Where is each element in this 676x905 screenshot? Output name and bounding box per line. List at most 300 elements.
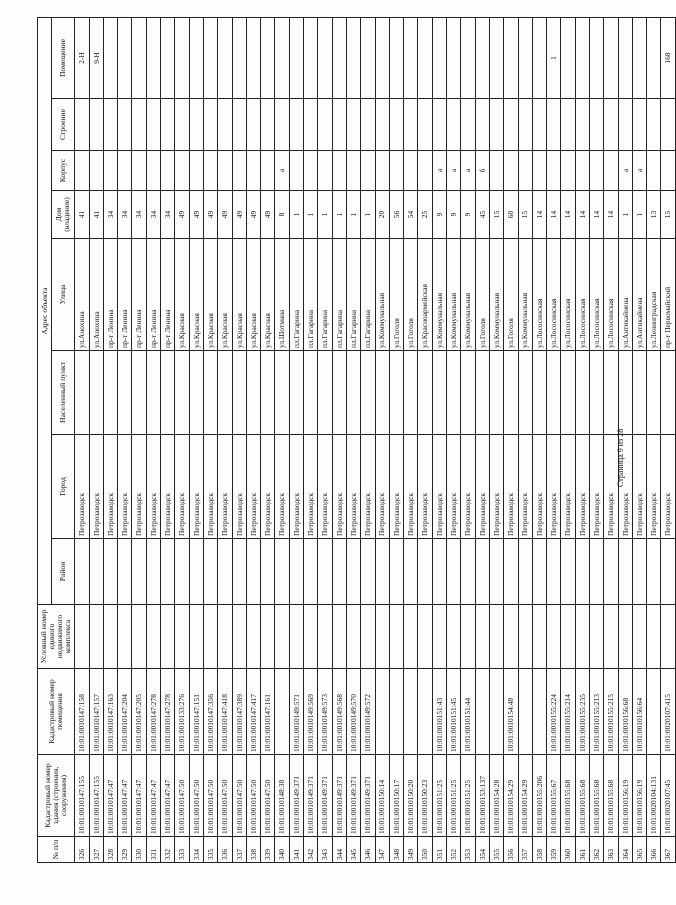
cell-building-cadastral: 10:01:0010149:371 xyxy=(318,755,332,837)
header-korpus: Корпус xyxy=(52,151,75,191)
cell-district xyxy=(604,539,618,605)
cell-house: 49 xyxy=(189,191,203,239)
table-row xyxy=(218,18,232,863)
cell-settlement xyxy=(432,351,446,435)
cell-pomeshenie xyxy=(518,18,532,99)
cell-settlement xyxy=(361,351,375,435)
property-register-table xyxy=(37,17,676,863)
cell-complex xyxy=(246,605,260,669)
table-row xyxy=(261,18,275,863)
table-row xyxy=(447,18,461,863)
table-row xyxy=(203,18,217,863)
cell-settlement xyxy=(447,351,461,435)
cell-stroenie xyxy=(146,99,160,151)
cell-complex xyxy=(532,605,546,669)
cell-num: 331 xyxy=(146,837,160,863)
cell-stroenie xyxy=(547,99,561,151)
cell-street: ул.Гоголя xyxy=(404,239,418,351)
cell-stroenie xyxy=(489,99,503,151)
cell-stroenie xyxy=(118,99,132,151)
cell-city: Петрозаводск xyxy=(89,435,103,539)
cell-settlement xyxy=(189,351,203,435)
cell-district xyxy=(304,539,318,605)
cell-street: ул.Анохина xyxy=(75,239,89,351)
cell-premise-cadastral: 10:01:0010156:68 xyxy=(618,669,632,755)
cell-street: пл.Гагарина xyxy=(361,239,375,351)
cell-settlement xyxy=(146,351,160,435)
cell-complex xyxy=(304,605,318,669)
cell-building-cadastral: 10:01:0010149:371 xyxy=(346,755,360,837)
cell-premise-cadastral: 10:01:0010155:215 xyxy=(604,669,618,755)
cell-city: Петрозаводск xyxy=(404,435,418,539)
cell-city: Петрозаводск xyxy=(418,435,432,539)
cell-city: Петрозаводск xyxy=(661,435,675,539)
cell-settlement xyxy=(318,351,332,435)
cell-korpus xyxy=(89,151,103,191)
header-city: Город xyxy=(52,435,75,539)
cell-num: 336 xyxy=(218,837,232,863)
cell-premise-cadastral: 10:01:0010147:158 xyxy=(75,669,89,755)
cell-stroenie xyxy=(418,99,432,151)
cell-korpus xyxy=(532,151,546,191)
cell-city: Петрозаводск xyxy=(604,435,618,539)
table-body xyxy=(75,18,675,863)
cell-complex xyxy=(432,605,446,669)
cell-district xyxy=(575,539,589,605)
cell-korpus xyxy=(203,151,217,191)
cell-district xyxy=(361,539,375,605)
table-row xyxy=(389,18,403,863)
table-row xyxy=(103,18,117,863)
cell-district xyxy=(346,539,360,605)
cell-house: 14 xyxy=(604,191,618,239)
cell-district xyxy=(447,539,461,605)
cell-complex xyxy=(647,605,661,669)
cell-house: 1 xyxy=(304,191,318,239)
cell-premise-cadastral: 10:01:0010149:573 xyxy=(318,669,332,755)
table-row xyxy=(532,18,546,863)
cell-building-cadastral: 10:01:0010147:50 xyxy=(261,755,275,837)
cell-stroenie xyxy=(518,99,532,151)
cell-complex xyxy=(261,605,275,669)
cell-settlement xyxy=(389,351,403,435)
cell-district xyxy=(561,539,575,605)
cell-settlement xyxy=(604,351,618,435)
cell-house: 14 xyxy=(561,191,575,239)
cell-street: ул.Красная xyxy=(218,239,232,351)
cell-num: 352 xyxy=(447,837,461,863)
cell-house: 41 xyxy=(75,191,89,239)
cell-stroenie xyxy=(561,99,575,151)
cell-stroenie xyxy=(504,99,518,151)
cell-korpus xyxy=(389,151,403,191)
header-district: Район xyxy=(52,539,75,605)
cell-pomeshenie xyxy=(575,18,589,99)
cell-district xyxy=(632,539,646,605)
cell-premise-cadastral xyxy=(375,669,389,755)
cell-city: Петрозаводск xyxy=(232,435,246,539)
cell-num: 343 xyxy=(318,837,332,863)
cell-stroenie xyxy=(304,99,318,151)
cell-num: 344 xyxy=(332,837,346,863)
cell-settlement xyxy=(218,351,232,435)
cell-premise-cadastral: 10:01:0010147:204 xyxy=(118,669,132,755)
cell-district xyxy=(189,539,203,605)
cell-complex xyxy=(561,605,575,669)
cell-district xyxy=(404,539,418,605)
cell-pomeshenie xyxy=(632,18,646,99)
cell-pomeshenie xyxy=(304,18,318,99)
cell-street: ул.Лососинская xyxy=(589,239,603,351)
cell-premise-cadastral: 10:01:0010151:45 xyxy=(447,669,461,755)
table-row xyxy=(118,18,132,863)
table-row xyxy=(518,18,532,863)
cell-num: 365 xyxy=(632,837,646,863)
cell-korpus xyxy=(561,151,575,191)
cell-pomeshenie xyxy=(447,18,461,99)
cell-pomeshenie xyxy=(261,18,275,99)
cell-building-cadastral: 10:01:0010147:155 xyxy=(89,755,103,837)
cell-city: Петрозаводск xyxy=(332,435,346,539)
cell-building-cadastral: 10:01:0010147:47 xyxy=(161,755,175,837)
cell-city: Петрозаводск xyxy=(203,435,217,539)
cell-num: 363 xyxy=(604,837,618,863)
cell-num: 334 xyxy=(189,837,203,863)
cell-district xyxy=(589,539,603,605)
cell-stroenie xyxy=(346,99,360,151)
cell-building-cadastral: 10:01:0010147:50 xyxy=(232,755,246,837)
cell-pomeshenie: 1 xyxy=(547,18,561,99)
cell-street: ул.Лососинская xyxy=(561,239,575,351)
cell-korpus: а xyxy=(447,151,461,191)
cell-house: 34 xyxy=(103,191,117,239)
cell-street: ул.Лососинская xyxy=(575,239,589,351)
cell-city: Петрозаводск xyxy=(547,435,561,539)
cell-complex xyxy=(518,605,532,669)
cell-house: 49 xyxy=(218,191,232,239)
header-settlement: Населенный пункт xyxy=(52,351,75,435)
cell-house: 15 xyxy=(518,191,532,239)
cell-pomeshenie xyxy=(161,18,175,99)
cell-korpus xyxy=(175,151,189,191)
cell-building-cadastral: 10:01:0010149:371 xyxy=(304,755,318,837)
cell-building-cadastral: 10:01:0010149:371 xyxy=(289,755,303,837)
cell-pomeshenie xyxy=(189,18,203,99)
cell-premise-cadastral: 10:01:0010147:356 xyxy=(203,669,217,755)
cell-city: Петрозаводск xyxy=(289,435,303,539)
cell-building-cadastral: 10:01:0010155:68 xyxy=(589,755,603,837)
cell-premise-cadastral: 10:01:0020107:415 xyxy=(661,669,675,755)
table-row xyxy=(404,18,418,863)
header-address: Адрес объекта xyxy=(38,18,52,605)
cell-pomeshenie xyxy=(275,18,289,99)
cell-premise-cadastral: 10:01:0010147:418 xyxy=(218,669,232,755)
cell-street: ул.Гоголя xyxy=(504,239,518,351)
cell-building-cadastral: 10:01:0010155:68 xyxy=(604,755,618,837)
cell-city: Петрозаводск xyxy=(275,435,289,539)
cell-building-cadastral: 10:01:0010147:47 xyxy=(132,755,146,837)
cell-house: 15 xyxy=(489,191,503,239)
cell-complex xyxy=(161,605,175,669)
cell-stroenie xyxy=(75,99,89,151)
cell-complex xyxy=(103,605,117,669)
cell-premise-cadastral: 10:01:0010149:569 xyxy=(304,669,318,755)
cell-korpus xyxy=(489,151,503,191)
table-row xyxy=(418,18,432,863)
cell-street: пл.Гагарина xyxy=(332,239,346,351)
cell-city: Петрозаводск xyxy=(318,435,332,539)
cell-stroenie xyxy=(361,99,375,151)
cell-house: 9 xyxy=(432,191,446,239)
cell-city: Петрозаводск xyxy=(618,435,632,539)
cell-building-cadastral: 10:01:0010151:25 xyxy=(461,755,475,837)
cell-num: 366 xyxy=(647,837,661,863)
cell-num: 367 xyxy=(661,837,675,863)
table-row xyxy=(475,18,489,863)
cell-korpus: а xyxy=(432,151,446,191)
cell-street: ул.Антикайнена xyxy=(618,239,632,351)
cell-street: ул.Шотмана xyxy=(275,239,289,351)
cell-complex xyxy=(489,605,503,669)
cell-house: 14 xyxy=(532,191,546,239)
cell-premise-cadastral: 10:01:0010147:163 xyxy=(103,669,117,755)
cell-street: пр-т Ленина xyxy=(146,239,160,351)
cell-complex xyxy=(361,605,375,669)
cell-complex xyxy=(275,605,289,669)
cell-korpus xyxy=(661,151,675,191)
cell-street: ул.Красная xyxy=(246,239,260,351)
cell-house: 41 xyxy=(89,191,103,239)
cell-city: Петрозаводск xyxy=(146,435,160,539)
cell-building-cadastral: 10:01:0010147:47 xyxy=(118,755,132,837)
cell-stroenie xyxy=(103,99,117,151)
cell-district xyxy=(418,539,432,605)
cell-street: ул.Красная xyxy=(261,239,275,351)
cell-city: Петрозаводск xyxy=(461,435,475,539)
cell-house: 1 xyxy=(361,191,375,239)
cell-complex xyxy=(132,605,146,669)
cell-korpus xyxy=(318,151,332,191)
cell-house: 45 xyxy=(475,191,489,239)
cell-settlement xyxy=(332,351,346,435)
cell-premise-cadastral: 10:01:0010149:572 xyxy=(361,669,375,755)
cell-pomeshenie xyxy=(218,18,232,99)
cell-building-cadastral: 10:01:0010147:50 xyxy=(218,755,232,837)
cell-korpus xyxy=(132,151,146,191)
cell-korpus: а xyxy=(275,151,289,191)
cell-premise-cadastral xyxy=(489,669,503,755)
header-premise: Кадастровый номер помещения xyxy=(38,669,75,755)
cell-premise-cadastral: 10:01:0010151:44 xyxy=(461,669,475,755)
table-row xyxy=(489,18,503,863)
header-building: Кадастровый номер здания (строения, сооружения) xyxy=(38,755,75,837)
cell-city: Петрозаводск xyxy=(589,435,603,539)
cell-building-cadastral: 10:01:0010147:47 xyxy=(103,755,117,837)
table-row xyxy=(161,18,175,863)
cell-num: 346 xyxy=(361,837,375,863)
cell-premise-cadastral: 10:01:0010151:43 xyxy=(432,669,446,755)
cell-num: 347 xyxy=(375,837,389,863)
cell-num: 332 xyxy=(161,837,175,863)
cell-num: 351 xyxy=(432,837,446,863)
cell-house: 1 xyxy=(632,191,646,239)
cell-house: 1 xyxy=(346,191,360,239)
cell-premise-cadastral: 10:01:0010155:235 xyxy=(575,669,589,755)
header-pomeshenie: Помещение xyxy=(52,18,75,99)
cell-complex xyxy=(504,605,518,669)
cell-house: 34 xyxy=(118,191,132,239)
cell-settlement xyxy=(475,351,489,435)
cell-building-cadastral: 10:01:0010147:155 xyxy=(75,755,89,837)
cell-street: пр-т Ленина xyxy=(132,239,146,351)
cell-district xyxy=(203,539,217,605)
cell-premise-cadastral xyxy=(389,669,403,755)
cell-house: 49 xyxy=(232,191,246,239)
table-row xyxy=(375,18,389,863)
cell-building-cadastral: 10:01:0010150:23 xyxy=(418,755,432,837)
cell-settlement xyxy=(118,351,132,435)
table-row xyxy=(89,18,103,863)
cell-street: ул.Антикайнена xyxy=(632,239,646,351)
cell-city: Петрозаводск xyxy=(375,435,389,539)
cell-korpus xyxy=(304,151,318,191)
cell-settlement xyxy=(275,351,289,435)
table-row xyxy=(346,18,360,863)
table-row xyxy=(504,18,518,863)
cell-pomeshenie xyxy=(246,18,260,99)
cell-street: ул.Красная xyxy=(203,239,217,351)
cell-complex xyxy=(661,605,675,669)
header-street: Улица xyxy=(52,239,75,351)
cell-stroenie xyxy=(132,99,146,151)
cell-building-cadastral: 10:01:0010149:371 xyxy=(361,755,375,837)
cell-pomeshenie xyxy=(103,18,117,99)
cell-premise-cadastral xyxy=(475,669,489,755)
cell-korpus: а xyxy=(632,151,646,191)
cell-complex xyxy=(547,605,561,669)
cell-building-cadastral: 10:01:0010156:19 xyxy=(618,755,632,837)
cell-num: 328 xyxy=(103,837,117,863)
cell-building-cadastral: 10:01:0010155:68 xyxy=(561,755,575,837)
cell-stroenie xyxy=(532,99,546,151)
cell-building-cadastral: 10:01:0010153:137 xyxy=(475,755,489,837)
cell-house: 25 xyxy=(418,191,432,239)
cell-city: Петрозаводск xyxy=(532,435,546,539)
cell-pomeshenie xyxy=(475,18,489,99)
table-row xyxy=(589,18,603,863)
cell-stroenie xyxy=(289,99,303,151)
cell-korpus xyxy=(604,151,618,191)
cell-district xyxy=(89,539,103,605)
cell-num: 327 xyxy=(89,837,103,863)
table-row xyxy=(246,18,260,863)
cell-city: Петрозаводск xyxy=(346,435,360,539)
cell-settlement xyxy=(547,351,561,435)
cell-street: ул.Красноармейская xyxy=(418,239,432,351)
cell-korpus xyxy=(504,151,518,191)
cell-pomeshenie: 168 xyxy=(661,18,675,99)
table-row xyxy=(461,18,475,863)
cell-korpus xyxy=(189,151,203,191)
cell-pomeshenie xyxy=(146,18,160,99)
cell-pomeshenie xyxy=(604,18,618,99)
cell-korpus xyxy=(289,151,303,191)
cell-stroenie xyxy=(246,99,260,151)
cell-district xyxy=(132,539,146,605)
cell-premise-cadastral: 10:01:0010147:417 xyxy=(246,669,260,755)
cell-num: 329 xyxy=(118,837,132,863)
cell-district xyxy=(261,539,275,605)
cell-stroenie xyxy=(389,99,403,151)
cell-num: 345 xyxy=(346,837,360,863)
cell-premise-cadastral: 10:01:0010155:213 xyxy=(589,669,603,755)
cell-street: пр-т Ленина xyxy=(118,239,132,351)
cell-district xyxy=(461,539,475,605)
cell-complex xyxy=(89,605,103,669)
cell-city: Петрозаводск xyxy=(304,435,318,539)
cell-stroenie xyxy=(203,99,217,151)
cell-district xyxy=(75,539,89,605)
cell-district xyxy=(218,539,232,605)
cell-pomeshenie xyxy=(118,18,132,99)
cell-korpus xyxy=(246,151,260,191)
cell-settlement xyxy=(504,351,518,435)
cell-num: 353 xyxy=(461,837,475,863)
cell-street: ул.Коммунальная xyxy=(432,239,446,351)
cell-district xyxy=(618,539,632,605)
cell-settlement xyxy=(103,351,117,435)
cell-settlement xyxy=(589,351,603,435)
cell-pomeshenie xyxy=(375,18,389,99)
cell-street: пл.Гагарина xyxy=(304,239,318,351)
cell-korpus xyxy=(375,151,389,191)
cell-pomeshenie: 2-Н xyxy=(75,18,89,99)
cell-num: 361 xyxy=(575,837,589,863)
cell-premise-cadastral: 10:01:0010147:157 xyxy=(89,669,103,755)
cell-street: пр-т Ленина xyxy=(103,239,117,351)
cell-district xyxy=(118,539,132,605)
cell-korpus xyxy=(118,151,132,191)
cell-pomeshenie xyxy=(489,18,503,99)
cell-house: 60 xyxy=(504,191,518,239)
cell-korpus xyxy=(232,151,246,191)
cell-city: Петрозаводск xyxy=(218,435,232,539)
cell-street: ул.Красная xyxy=(175,239,189,351)
cell-complex xyxy=(218,605,232,669)
cell-district xyxy=(475,539,489,605)
table-row xyxy=(661,18,675,863)
table-row xyxy=(432,18,446,863)
cell-building-cadastral: 10:01:0020104:131 xyxy=(647,755,661,837)
cell-premise-cadastral: 10:01:0010156:64 xyxy=(632,669,646,755)
cell-street: пл.Гагарина xyxy=(346,239,360,351)
cell-building-cadastral: 10:01:0010155:67 xyxy=(547,755,561,837)
cell-street: ул.Коммунальная xyxy=(518,239,532,351)
table-row xyxy=(132,18,146,863)
header-house: Дом (владение) xyxy=(52,191,75,239)
cell-pomeshenie xyxy=(504,18,518,99)
cell-building-cadastral: 10:01:0010150:17 xyxy=(389,755,403,837)
cell-complex xyxy=(203,605,217,669)
cell-korpus xyxy=(103,151,117,191)
cell-settlement xyxy=(346,351,360,435)
cell-complex xyxy=(418,605,432,669)
cell-stroenie xyxy=(375,99,389,151)
cell-house: 14 xyxy=(575,191,589,239)
cell-pomeshenie xyxy=(203,18,217,99)
cell-city: Петрозаводск xyxy=(132,435,146,539)
cell-settlement xyxy=(75,351,89,435)
